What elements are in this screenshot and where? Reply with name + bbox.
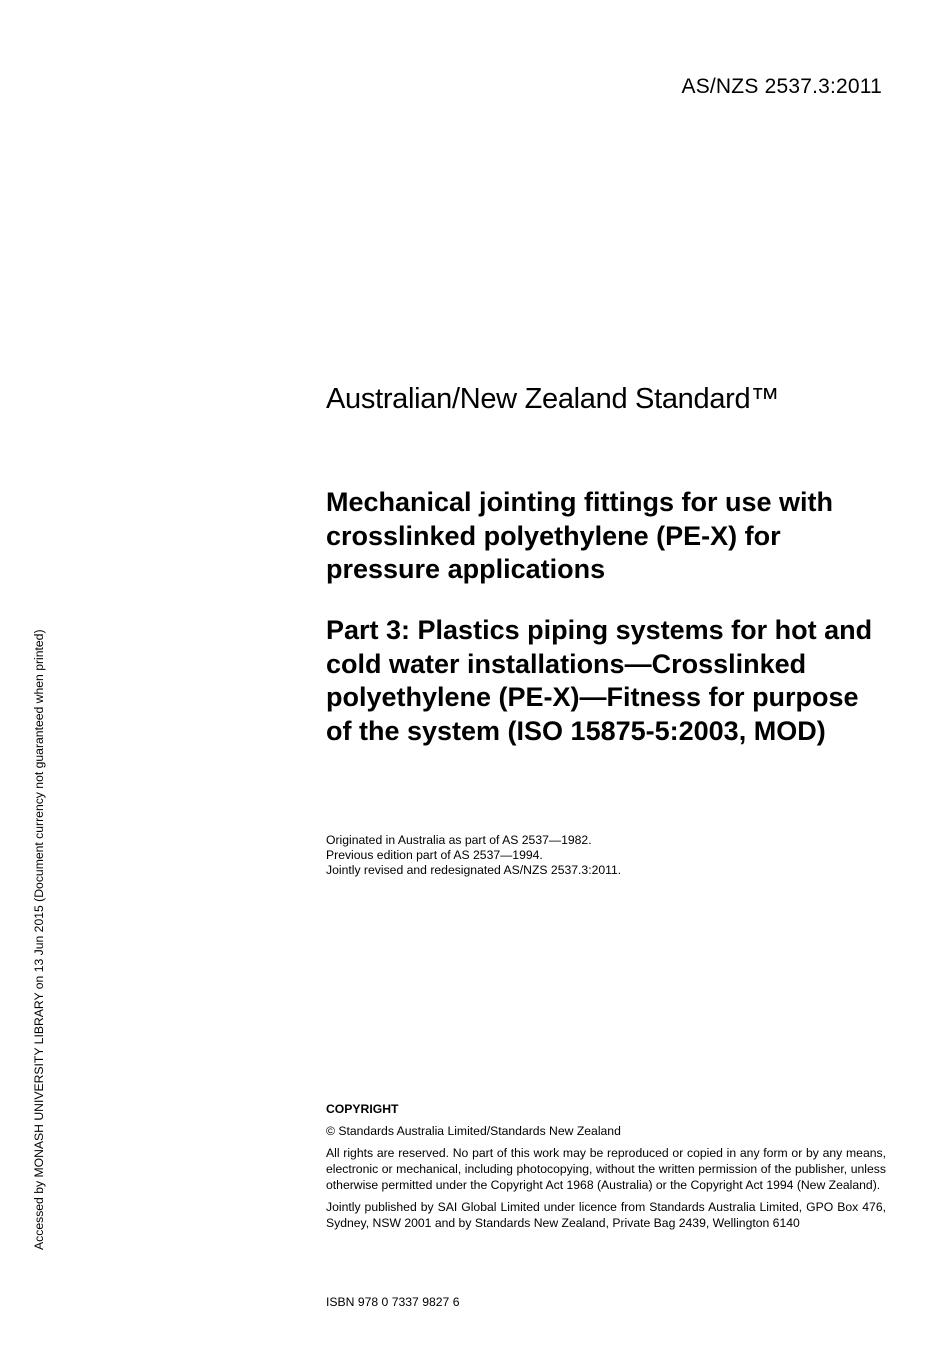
copyright-owner: © Standards Australia Limited/Standards New Zealand [326,1124,621,1138]
history-line: Previous edition part of AS 2537—1994. [326,848,543,862]
history-line: Originated in Australia as part of AS 2537—1982. [326,833,592,847]
access-watermark: Accessed by MONASH UNIVERSITY LIBRARY on 13 Jun 2015 (Document currency not guaranteed when printed) [32,629,46,1250]
standard-number: AS/NZS 2537.3:2011 [681,75,882,98]
publication-history [326,833,886,878]
document-title: Mechanical jointing fittings for use with crosslinked polyethylene (PE-X) for pressure applications [326,487,834,584]
copyright-publisher: Jointly published by SAI Global Limited under licence from Standards Australia Limited, GPO Box 476, Sydney, NSW 2001 and by Standards New Zealand, Private Bag 2439, Wellington 6140 [326,1200,886,1230]
copyright-block [326,1101,886,1237]
isbn: ISBN 978 0 7337 9827 6 [326,1295,460,1309]
copyright-heading: COPYRIGHT [326,1102,399,1116]
history-line: Jointly revised and redesignated AS/NZS 2537.3:2011. [326,863,622,877]
copyright-rights: All rights are reserved. No part of this work may be reproduced or copied in any form or by any means, electronic or mechanical, including photocopying, without the written permission of the publisher, unless otherwise permitted under the Copyright Act 1968 (Australia) or the Copyright Act 1994 (New Zealand). [326,1146,886,1192]
document-subtitle: Part 3: Plastics piping systems for hot and cold water installations—Crosslinked polyethylene (PE-X)—Fitness for purpose of the system (ISO 15875-5:2003, MOD) [326,615,873,746]
standard-type: Australian/New Zealand Standard™ [326,383,780,415]
